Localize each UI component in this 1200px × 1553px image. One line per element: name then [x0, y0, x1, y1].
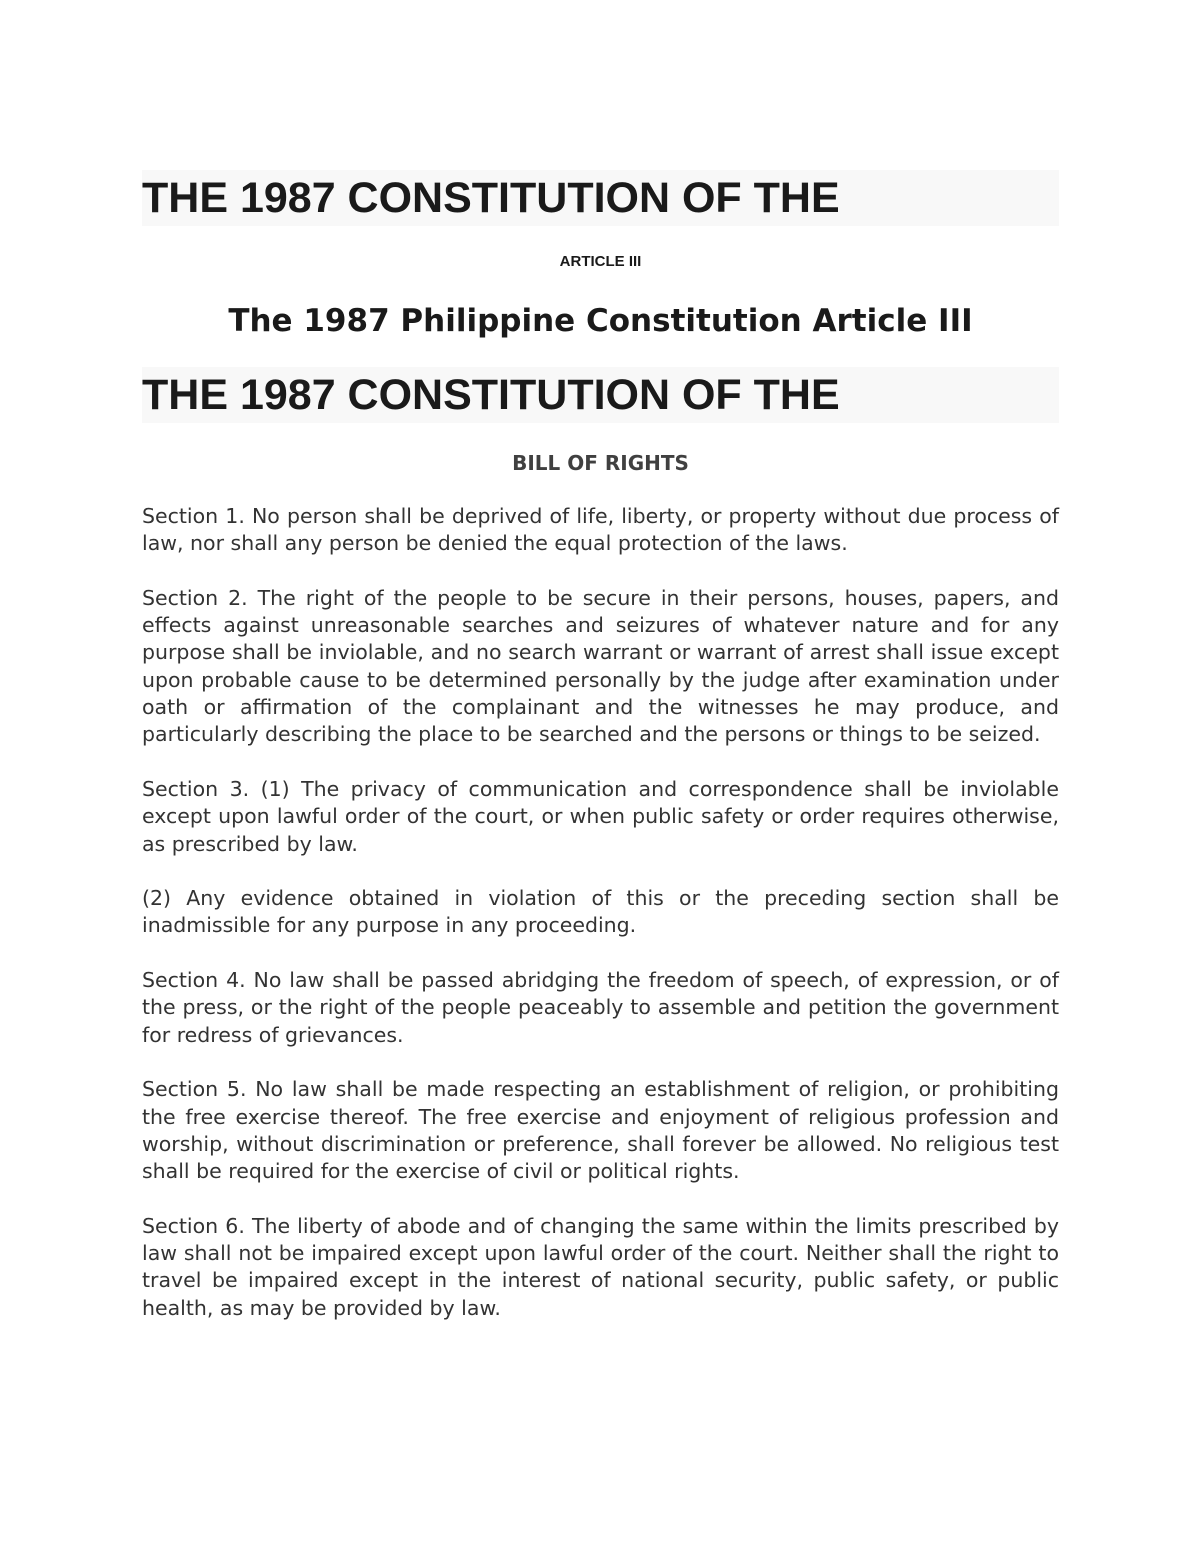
paragraph-section-3-2: (2) Any evidence obtained in violation of this or the preceding section shall be inadmissible for any purpose in any proceeding.	[142, 886, 1059, 938]
document-title-repeat: THE 1987 CONSTITUTION OF THE	[142, 367, 1059, 423]
paragraph-section-2: Section 2. The right of the people to be secure in their persons, houses, papers, and effects against unreasonable searches and seizures of whatever nature and for any purpose shall be inviolable, and no search warrant or warrant of arrest shall issue except upon probable cause to be determined personally by the judge after examination under oath or affirmation of the complainant and the witnesses he may produce, and particularly describing the place to be searched and the persons or things to be seized.	[142, 585, 1059, 747]
document-body	[142, 503, 1059, 1349]
section-heading: BILL OF RIGHTS	[512, 451, 689, 475]
paragraph-section-5: Section 5. No law shall be made respecting an establishment of religion, or prohibiting the free exercise thereof. The free exercise and enjoyment of religious profession and worship, without discrimination or preference, shall forever be allowed. No religious test shall be required for the exercise of civil or political rights.	[142, 1077, 1059, 1184]
paragraph-section-6: Section 6. The liberty of abode and of changing the same within the limits prescribed by law shall not be impaired except upon lawful order of the court. Neither shall the right to travel be impaired except in the interest of national security, public safety, or public health, as may be provided by law.	[142, 1213, 1059, 1320]
article-label: ARTICLE III	[559, 253, 642, 270]
document-subtitle: The 1987 Philippine Constitution Article III	[228, 303, 973, 339]
paragraph-section-3-1: Section 3. (1) The privacy of communication and correspondence shall be inviolable except upon lawful order of the court, or when public safety or order requires otherwise, as prescribed by law.	[142, 776, 1059, 856]
paragraph-section-4: Section 4. No law shall be passed abridging the freedom of speech, of expression, or of the press, or the right of the people peaceably to assemble and petition the government for redress of grievances.	[142, 968, 1059, 1047]
document-title: THE 1987 CONSTITUTION OF THE	[142, 170, 1059, 226]
paragraph-section-1: Section 1. No person shall be deprived of life, liberty, or property without due process of law, nor shall any person be denied the equal protection of the laws.	[142, 504, 1059, 556]
